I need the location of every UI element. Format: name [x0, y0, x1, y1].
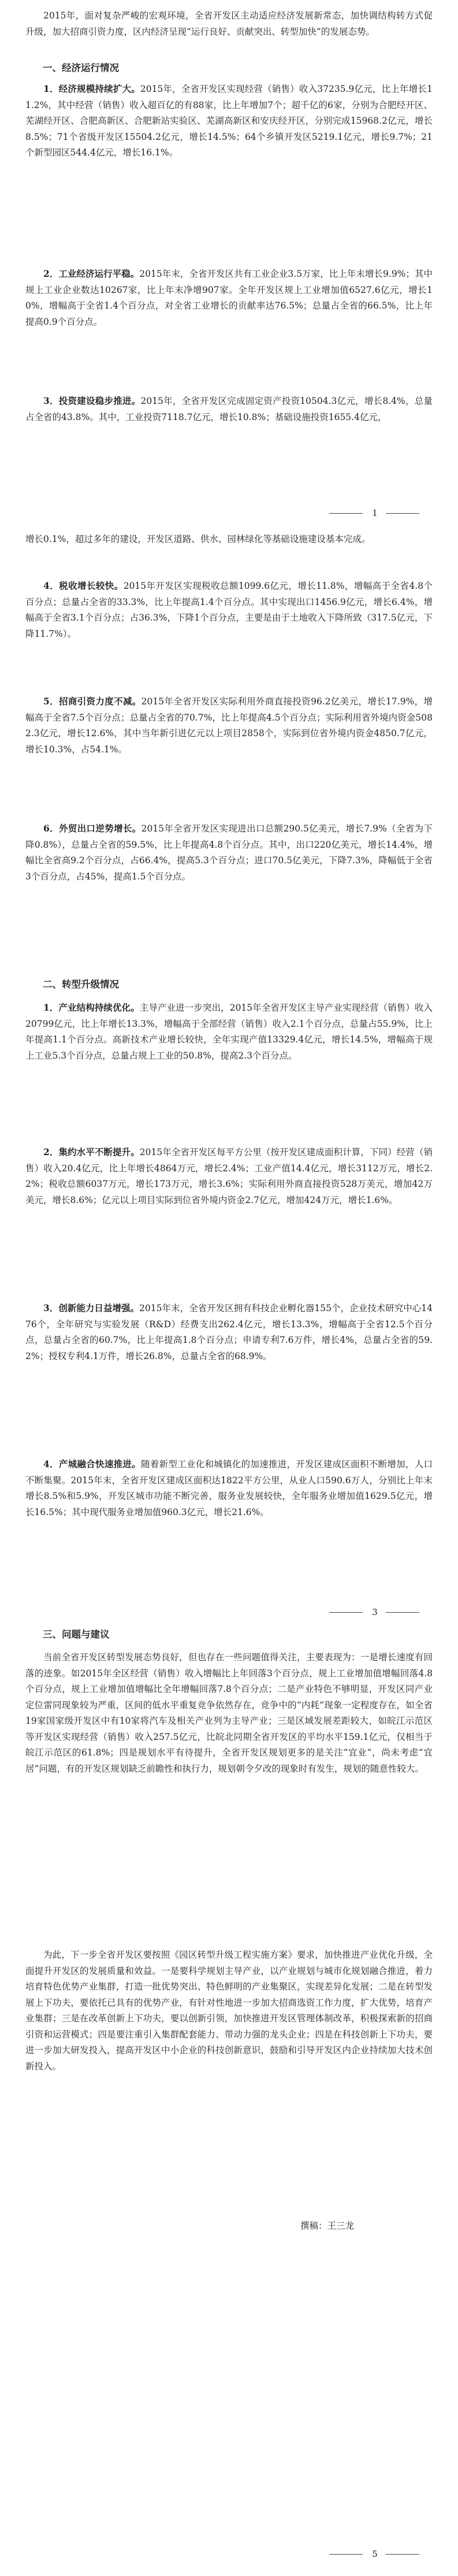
paragraph-body: 主导产业进一步突出，2015年全省开发区主导产业实现经营（销售）收入20799亿元，比上年增长13.3%，增幅高于全部经营（销售）收入2.1个百分点，总量占55.9%，比上年提高1.1个百分点。高新技术产业增长较快，全年实现产值13329.4亿元，增长14.5%，增幅高于规上工业5.3个百分点，总量占规上工业的50.8%，提高2.3个百分点。: [25, 1003, 433, 1061]
paragraph-body: 2015年全省开发区实现进出口总额290.5亿美元，增长7.9%（全省为下降0.8%），总量占全省的59.5%，比上年提高4.8个百分点。其中，出口220亿美元，增长14.4%，增幅比全省高9.2个百分点，占66.4%，提高5.3个百分点；进口70.5亿美元，下降7.3%，降幅低于全省3个百分点，占45%，提高1.5个百分点。: [25, 823, 433, 882]
paragraph-body: 2015年，全省开发区完成固定资产投资10504.3亿元，增长8.4%，总量占全省的43.8%。其中，工业投资7118.7亿元，增长10.8%；基础设施投资1655.4亿元，: [25, 396, 433, 422]
page-number: 5: [372, 2549, 378, 2559]
section1-paragraph-5: [25, 693, 433, 758]
footer-rule-right: [386, 1612, 419, 1613]
section1-paragraph-3-continued: 增长0.1%，超过多年的建设，开发区道路、供水、园林绿化等基础设施建设基本完成。: [25, 534, 371, 544]
paragraph-lead: 5．招商引资力度不减。: [43, 696, 142, 707]
section3-paragraph-2: 为此，下一步全省开发区要按照《园区转型升级工程实施方案》要求，加快推进产业优化升级，全面提升开发区的发展质量和效益。一是要科学规划主导产业，以产业规划与城市化规划融合推进，着力培育特色优势产业集群，打造一批优势突出、特色鲜明的产业集聚区，实现差异化发展；二是在转型发展上下功夫，要依托已具有的优势产业，有针对性地进一步加大招商选资工作力度，扩大优势，培育产业集群；三是在改革创新上下功夫，要以创新引领，加快推进开发区管理体制改革，积极探索新的招商引资和运营模式；四是要注重引入集群配套能力、带动力强的龙头企业；四是在科技创新上下功夫，要进一步加大研发投入，提高开发区中小企业的科技创新意识，鼓励和引导开发区内企业持续加大技术创新投入。: [25, 1950, 433, 2072]
footer-rule-left: [329, 513, 363, 514]
section2-paragraph-1: [25, 1000, 433, 1064]
footer-rule-left: [329, 2554, 363, 2555]
paragraph-lead: 2．集约水平不断提升。: [43, 1146, 140, 1157]
section2-paragraph-3: [25, 1300, 433, 1364]
section1-paragraph-3: [25, 393, 433, 425]
section1-heading: 一、经济运行情况: [43, 62, 119, 73]
section3-heading: 三、问题与建议: [43, 1629, 110, 1640]
paragraph-lead: 1．经济规模持续扩大。: [43, 83, 140, 94]
paragraph-lead: 3．投资建设稳步推进。: [43, 395, 141, 406]
section2-heading: 二、转型升级情况: [43, 979, 119, 990]
paragraph-body: 2015年末，全省开发区拥有科技企业孵化器155个，企业技术研究中心1476个，全年研究与实验发展（R&D）经费支出262.4亿元，增长13.3%，增幅高于全省12.5个百分点，总量占全省的60.7%，比上年提高1.8个百分点；申请专利7.6万件，增长4%，总量占全省的59.2%；授权专利4.1万件，增长26.8%，总量占全省的68.9%。: [25, 1303, 433, 1361]
footer-rule-left: [329, 1612, 363, 1613]
section1-paragraph-2: [25, 266, 433, 330]
editor-signature: 撰稿：王三龙: [300, 2221, 355, 2231]
section1-paragraph-6: [25, 821, 433, 885]
paragraph-body: 2015年末，全省开发区共有工业企业3.5万家，比上年末增长9.9%；其中规上工业企业数达10267家，比上年末净增907家。全年开发区规上工业增加值6527.6亿元，增长10%，增幅高于全省1.4个百分点，对全省工业增长的贡献率达76.5%；总量占全省的66.5%，比上年提高0.9个百分点。: [25, 269, 433, 327]
paragraph-body: 2015年开发区实现税收总额1099.6亿元，增长11.8%，增幅高于全省4.8个百分点；总量占全省的33.3%，比上年提高1.4个百分点。其中实现出口1456.9亿元，增长6.4%，增幅高于全省3.1个百分点；占36.3%，下降1个百分点，主要是由于土地收入下降所致（317.5亿元，下降11.7%）。: [25, 581, 433, 639]
footer-rule-right: [386, 2554, 419, 2555]
paragraph-lead: 4．税收增长较快。: [43, 580, 124, 591]
paragraph-lead: 1．产业结构持续优化。: [43, 1002, 140, 1013]
page-number: 3: [372, 1607, 378, 1617]
paragraph-lead: 4．产城融合快速推进。: [43, 1458, 141, 1469]
section1-paragraph-4: [25, 578, 433, 642]
intro-paragraph: 2015年，面对复杂严峻的宏观环境，全省开发区主动适应经济发展新常态，加快调结构转方式促升级，加大招商引资力度，区内经济呈现“运行良好、贡献突出、转型加快”的发展态势。: [25, 10, 433, 37]
page-number: 1: [372, 508, 378, 518]
footer-rule-right: [386, 513, 419, 514]
paragraph-lead: 2．工业经济运行平稳。: [43, 268, 140, 279]
paragraph-lead: 3．创新能力日益增强。: [43, 1302, 140, 1313]
paragraph-body: 随着新型工业化和城镇化的加速推进，开发区建成区面积不断增加，人口不断集聚。2015年末，全省开发区建成区面积达1822平方公里，从业人口590.6万人，分别比上年末增长8.5%和5.9%，开发区城市功能不断完善，服务业发展较快，全年服务业增加值1629.5亿元，增长16.5%；其中现代服务业增加值960.3亿元，增长21.6%。: [25, 1459, 433, 1517]
section2-paragraph-4: [25, 1456, 433, 1520]
paragraph-body: 2015年全省开发区实际利用外商直接投资96.2亿美元，增长17.9%，增幅高于全省7.5个百分点；总量占全省的70.7%，比上年提高4.5个百分点；实际利用省外境内资金5082.3亿元，增长12.6%，其中当年新引进亿元以上项目2858个，实际到位省外境内资金4850.7亿元，增长10.3%，占54.1%。: [25, 696, 433, 755]
section3-paragraph-1: 当前全省开发区转型发展态势良好，但也存在一些问题值得关注，主要表现为：一是增长速度有回落的迹象。如2015年全区经营（销售）收入增幅比上年回落3个百分点，规上工业增加值增幅回落4.8个百分点，规上工业增加值增幅比全年增幅回落7.8个百分点；二是产业特色不够明显，开发区同产业定位雷同现象较为严重，区间的低水平重复竞争依然存在，竞争中的“内耗”现象一定程度存在，如全省19家国家级开发区中有10家将汽车及相关产业列为主导产业；三是区域发展差距较大，如皖江示范区等开发区实现经营（销售）收入257.5亿元，比皖北同期全省开发区的平均水平159.1亿元，仅相当于皖江示范区的61.8%；四是规划水平有待提升，全省开发区规划更多的是关注“宜业”，尚未考虑“宜居”问题，有的开发区规划缺乏前瞻性和执行力，规划朝令夕改的现象时有发生，规划的随意性较大。: [25, 1652, 433, 1774]
section1-paragraph-1: [25, 81, 433, 161]
paragraph-body: 2015年全省开发区每平方公里（按开发区建成面积计算，下同）经营（销售）收入20.4亿元，比上年增长4864万元，增长2.4%；工业产值14.4亿元，增长3112万元，增长2.2%；税收总额6037万元，增长173万元，增长3.6%；实际利用外商直接投资528万美元，增加42万美元，增长8.6%；亿元以上项目实际到位省外境内资金2.7亿元，增加424万元，增长1.6%。: [25, 1147, 433, 1205]
paragraph-body: 2015年，全省开发区实现经营（销售）收入37235.9亿元，比上年增长11.2%，其中经营（销售）收入超百亿的有88家，比上年增加7个；超千亿的6家，分别为合肥经开区、芜湖经开区、合肥高新区、合肥新站实验区、芜湖高新区和安庆经开区，分别完成15968.2亿元，增长8.5%；71个省级开发区15504.2亿元，增长14.5%；64个乡镇开发区5219.1亿元，增长9.7%；21个新型园区544.4亿元，增长16.1%。: [25, 84, 433, 158]
paragraph-lead: 6．外贸出口逆势增长。: [43, 823, 142, 834]
section2-paragraph-2: [25, 1144, 433, 1208]
